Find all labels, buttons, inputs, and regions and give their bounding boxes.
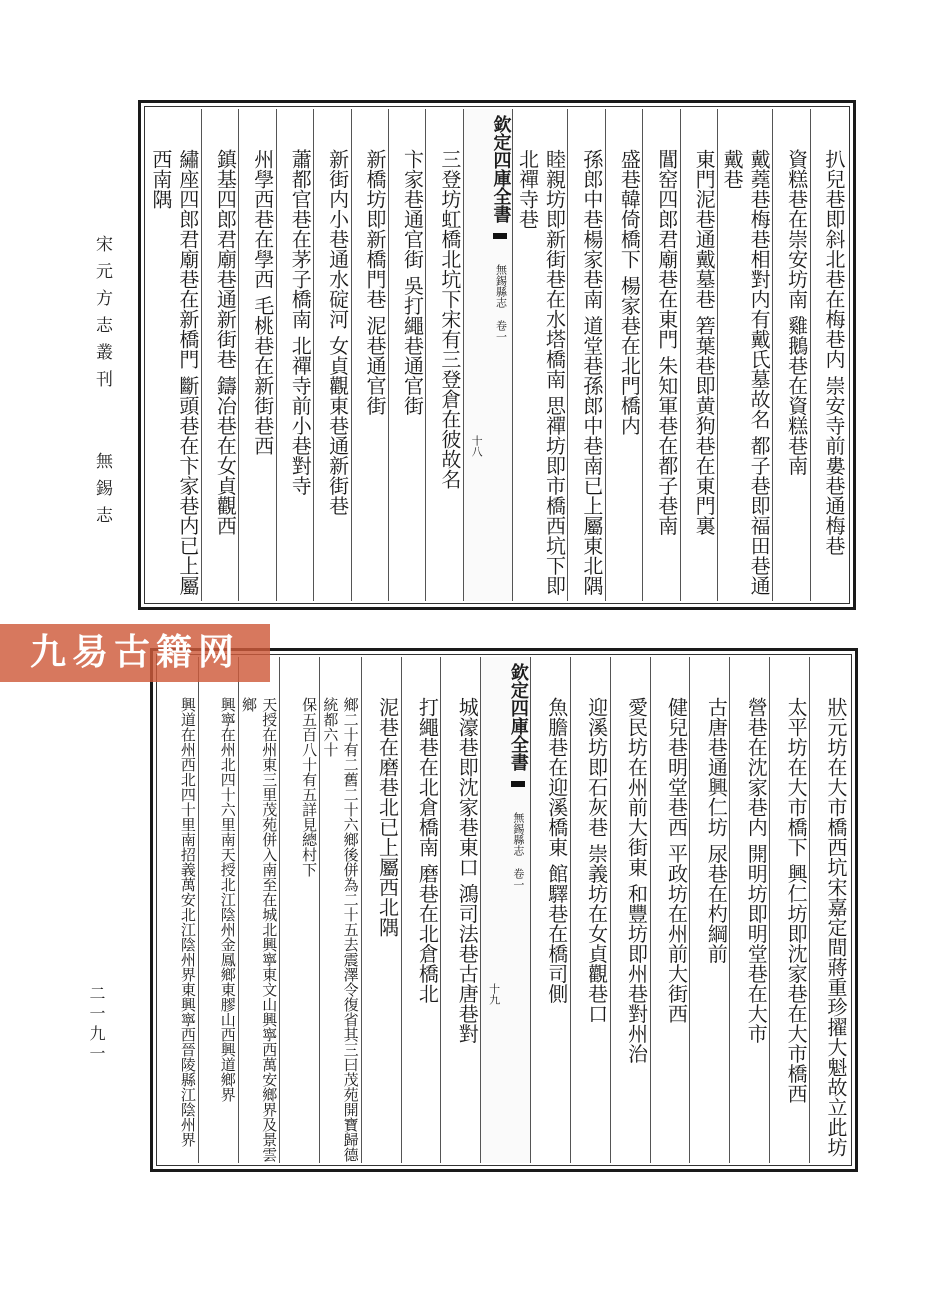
text-column: 迎溪坊即石灰巷 崇義坊在女貞觀巷口 bbox=[570, 657, 610, 1163]
text-column: 閶窑四郎君廟巷在東門 朱知軍巷在都子巷南 bbox=[642, 109, 679, 601]
text-column: 睦親坊即新街巷在水塔橋南 思禪坊即市橋西坑下即北禪寺巷 bbox=[512, 109, 567, 601]
text-column: 打繩巷在北倉橋南 磨巷在北倉橋北 bbox=[401, 657, 441, 1163]
text-column: 州學西巷在學西 毛桃巷在新街巷西 bbox=[238, 109, 275, 601]
bottom-page-columns bbox=[159, 657, 849, 1163]
text-column: 健兒巷明堂巷西 平政坊在州前大街西 bbox=[650, 657, 690, 1163]
text-column: 天授在州東三里茂苑併入南至在城北興寧東文山興寧西萬安鄉界及景雲鄉 bbox=[238, 657, 280, 1163]
site-watermark: 九易古籍网 bbox=[0, 624, 270, 682]
text-column: 資糕巷在崇安坊南 雞鵝巷在資糕巷南 bbox=[772, 109, 809, 601]
text-column: 興道在州西北四十里南招義萬安北江陰州界東興寧西晉陵縣江陰州界 bbox=[178, 697, 197, 1147]
text-column: 太平坊在大市橋下 興仁坊即沈家巷在大市橋西 bbox=[769, 657, 809, 1163]
text-column: 古唐巷通興仁坊 尿巷在杓綱前 bbox=[689, 657, 729, 1163]
fold-book-title: 無錫縣志 bbox=[494, 263, 508, 308]
bottom-page bbox=[150, 648, 858, 1172]
text-column: 孫郎中巷楊家巷南 道堂巷孫郎中巷南已上屬東北隅 bbox=[567, 109, 604, 601]
fold-header: 欽定四庫全書 bbox=[490, 115, 512, 223]
page-number: 二一九一 bbox=[87, 985, 106, 1065]
fold-folio: 十九 bbox=[487, 983, 501, 1005]
fold-volume: 卷一 bbox=[511, 867, 525, 890]
center-fold bbox=[480, 657, 530, 1163]
fish-tail-mark bbox=[493, 233, 507, 247]
text-column: 城濠巷即沈家巷東口 鴻司法巷古唐巷對 bbox=[440, 657, 480, 1163]
center-fold bbox=[463, 109, 513, 601]
text-column: 鄉二十有二舊二十六鄉後併為二十五去震澤令復省其三曰茂苑開寶歸德統都六十 bbox=[319, 657, 361, 1163]
text-column: 卞家巷通官街 吳打繩巷通官街 bbox=[388, 109, 425, 601]
fold-book-title: 無錫縣志 bbox=[511, 811, 525, 856]
text-column: 繡座四郎君廟巷在新橋門 斷頭巷在卞家巷内已上屬西南隅 bbox=[148, 149, 200, 596]
text-column: 營巷在沈家巷内 開明坊即明堂巷在大市 bbox=[729, 657, 769, 1163]
top-page-columns bbox=[147, 109, 847, 601]
text-column: 鎮基四郎君廟巷通新街巷 鑄冶巷在女貞觀西 bbox=[201, 109, 238, 601]
top-page bbox=[138, 100, 856, 610]
fold-volume: 卷一 bbox=[494, 319, 508, 342]
text-column: 東門泥巷通戴墓巷 箬葉巷即黄狗巷在東門裏 bbox=[680, 109, 717, 601]
text-column: 戴蕘巷梅巷相對内有戴氏墓故名 都子巷即福田巷通戴巷 bbox=[717, 109, 772, 601]
text-column: 泥巷在磨巷北已上屬西北隅 bbox=[361, 657, 401, 1163]
text-column: 扒兒巷即斜北巷在梅巷内 崇安寺前婁巷通梅巷 bbox=[810, 109, 847, 601]
text-column: 盛巷韓倚橋下 楊家巷在北門橋内 bbox=[605, 109, 642, 601]
text-column: 新橋坊即新橋門巷 泥巷通官街 bbox=[351, 109, 388, 601]
fold-header: 欽定四庫全書 bbox=[507, 663, 529, 771]
side-title bbox=[75, 235, 115, 533]
text-column: 興寧在州北四十六里南天授北江陰州金鳳鄉東膠山西興道鄉界 bbox=[198, 657, 238, 1163]
text-column: 新街内小巷通水碇河 女貞觀東巷通新街巷 bbox=[313, 109, 350, 601]
text-column: 狀元坊在大市橋西坑宋嘉定間蔣重珍擢大魁故立此坊 bbox=[809, 657, 849, 1163]
side-title-sub: 無錫志 bbox=[92, 452, 112, 534]
text-column: 愛民坊在州前大街東 和豐坊即州巷對州治 bbox=[610, 657, 650, 1163]
text-column: 保五百八十有五詳見總村下 bbox=[279, 657, 319, 1163]
fish-tail-mark bbox=[511, 781, 525, 795]
side-title-main: 宋元方志叢刊 bbox=[92, 235, 112, 397]
fold-folio: 十八 bbox=[470, 435, 484, 457]
text-column: 三登坊虹橋北坑下宋有三登倉在彼故名 bbox=[425, 109, 462, 601]
text-column: 魚膽巷在迎溪橋東 館驛巷在橋司側 bbox=[530, 657, 570, 1163]
text-column: 蕭都官巷在茅子橋南 北禪寺前小巷對寺 bbox=[276, 109, 313, 601]
